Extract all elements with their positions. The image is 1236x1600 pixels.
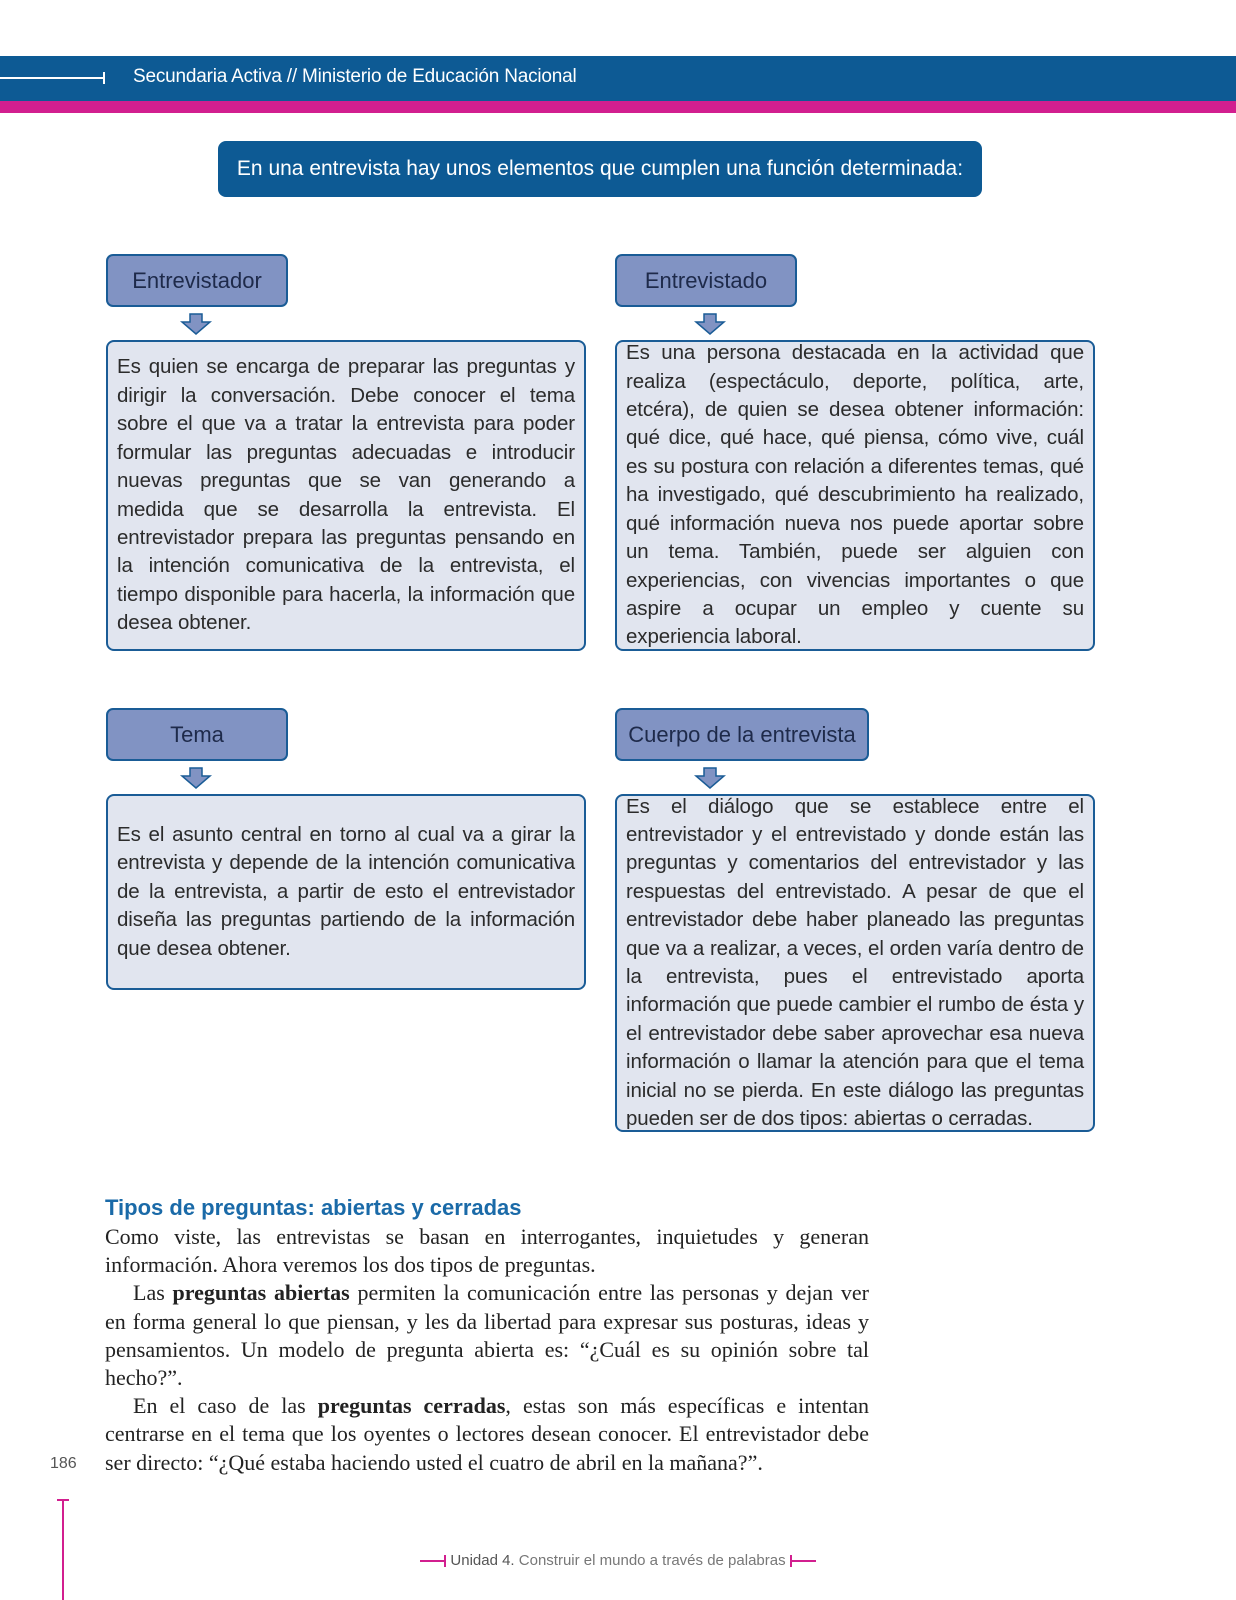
desc-text: Es quien se encarga de preparar las preguntas y dirigir la conversación. Debe conocer el tema sobre el que va a tratar la entrevista para poder formular las preguntas adecuadas e introducir nuevas preguntas que se van generando a medida que se desarrolla la entrevista. El entrevistador prepara las preguntas pensando en la intención comunicativa de la entrevista, el tiempo disponible para hacerla, la información que desea obtener. [117,355,575,635]
term-preguntas-cerradas: preguntas cerradas [317,1393,506,1419]
label-entrevistado [615,254,797,307]
label-tema [106,708,288,761]
section-body [105,1223,869,1477]
label-text: Entrevistador [132,267,262,293]
desc-entrevistador [106,340,586,651]
header-rule [0,77,104,79]
term-preguntas-abiertas: preguntas abiertas [172,1280,350,1306]
paragraph-3: En el caso de las preguntas cerradas, estas son más específicas e intentan centrarse en el tema que los oyentes o lectores desean conocer. El entrevistador debe ser directo: “¿Qué estaba haciendo usted el cuatro de abril en la mañana?”. [105,1393,869,1475]
footer [0,1552,1236,1569]
paragraph-1: Como viste, las entrevistas se basan en interrogantes, inquietudes y generan información. Ahora veremos los dos tipos de preguntas. [105,1224,869,1278]
label-text: Tema [170,721,224,747]
margin-rule [62,1500,64,1600]
header-title: Secundaria Activa // Ministerio de Educación Nacional [133,66,577,87]
intro-text: En una entrevista hay unos elementos que cumplen una función determinada: [236,157,964,180]
desc-tema [106,794,586,990]
section-heading: Tipos de preguntas: abiertas y cerradas [105,1195,522,1220]
desc-entrevistado [615,340,1095,651]
arrow-down-icon [180,767,212,789]
label-cuerpo-entrevista [615,708,869,761]
page-number: 186 [50,1455,77,1472]
footer-unit-label: Unidad 4. [450,1552,515,1569]
footer-unit-title: Construir el mundo a través de palabras [518,1552,786,1569]
footer-rule-left [420,1560,446,1562]
desc-cuerpo-entrevista [615,794,1095,1132]
intro-box [218,141,982,197]
header-rule-tick [103,72,105,84]
label-text: Cuerpo de la entrevista [628,721,856,747]
footer-rule-right [790,1560,816,1562]
arrow-down-icon [694,313,726,335]
label-text: Entrevistado [644,267,768,293]
arrow-down-icon [694,767,726,789]
header-accent-stripe [0,101,1236,113]
desc-text: Es una persona destacada en la actividad que realiza (espectáculo, deporte, política, arte, etcéra), de quien se desea obtener información: qué dice, qué hace, qué piensa, cómo vive, cuál es su postura con relación a diferentes temas, qué ha investigado, qué descubrimiento ha realizado, qué información nueva nos puede aportar sobre un tema. También, puede ser alguien con experiencias, con vivencias importantes o que aspire a ocupar un empleo y cuente su experiencia laboral. [626,341,1084,649]
desc-text: Es el diálogo que se establece entre el entrevistador y el entrevistado y donde están las preguntas y comentarios del entrevistador y las respuestas del entrevistado. A pesar de que el entrevistador debe haber planeado las preguntas que va a realizar, a veces, el orden varía dentro de la entrevista, pues el entrevistado aporta información que puede cambier el rumbo de ésta y el entrevistador debe saber aprovechar esa nueva información o llamar la atención para que el tema inicial no se pierda. En este diálogo las preguntas pueden ser de dos tipos: abiertas o cerradas. [626,794,1084,1131]
arrow-down-icon [180,313,212,335]
paragraph-2: Las preguntas abiertas permiten la comunicación entre las personas y dejan ver en forma general lo que piensan, y les da libertad para expresar sus posturas, ideas y pensamientos. Un modelo de pregunta abierta es: “¿Cuál es su opinión sobre tal hecho?”. [105,1280,869,1391]
desc-text: Es el asunto central en torno al cual va a girar la entrevista y depende de la intención comunicativa de la entrevista, a partir de esto el entrevistador diseña las preguntas partiendo de la información que desea obtener. [117,822,575,960]
label-entrevistador [106,254,288,307]
